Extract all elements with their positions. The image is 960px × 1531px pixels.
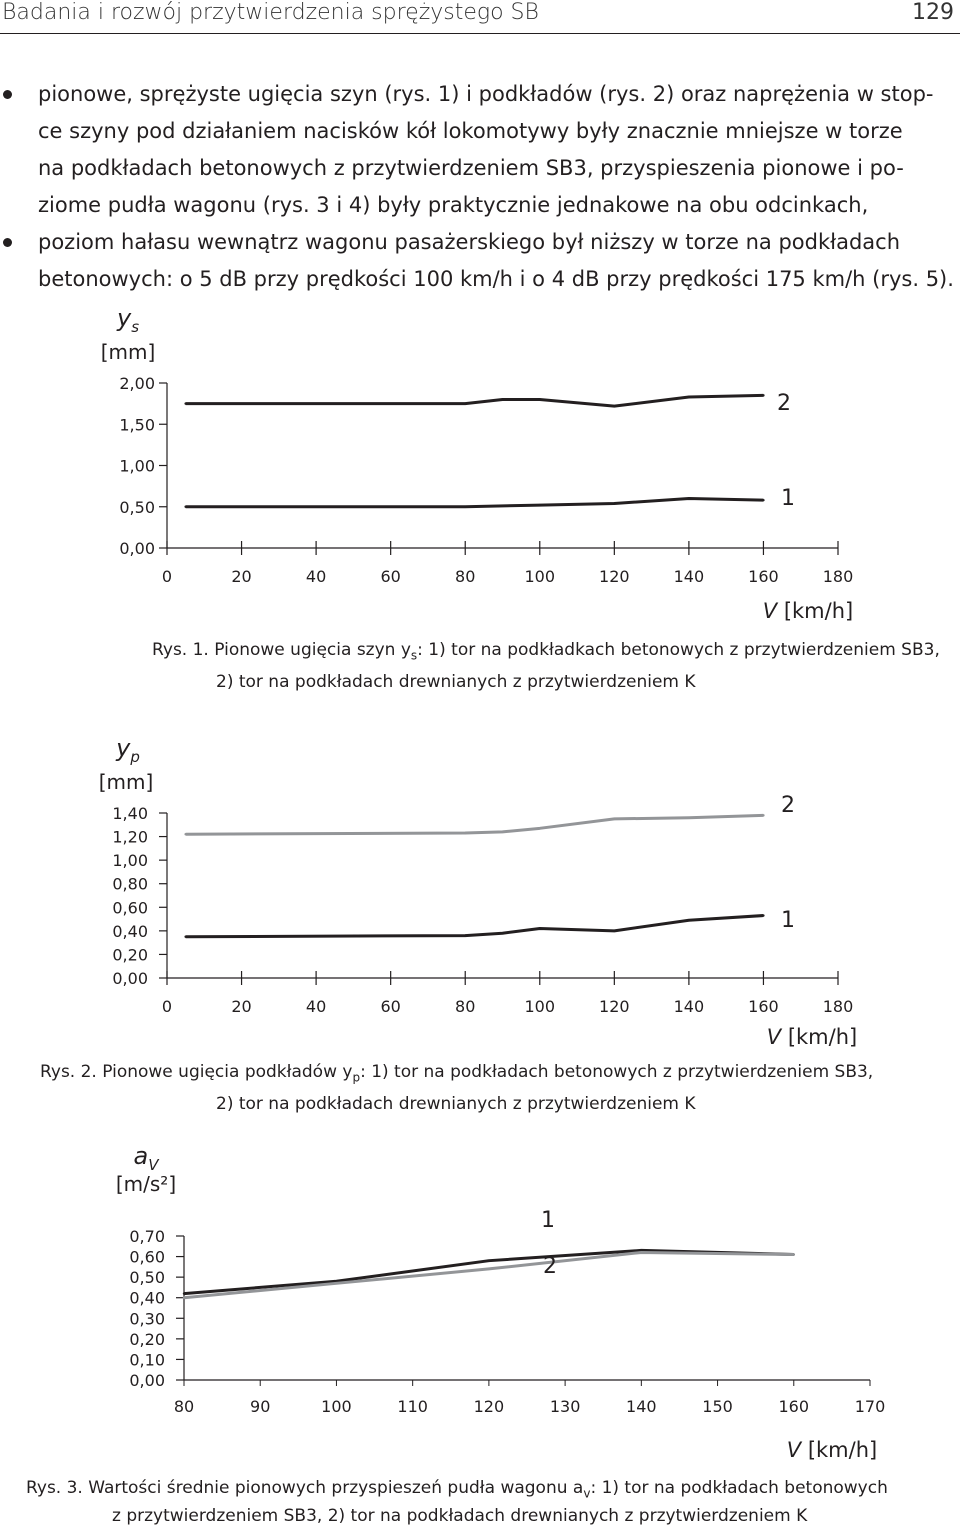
x-tick-label: 60 xyxy=(380,997,401,1016)
y-axis-unit: [m/s²] xyxy=(115,1172,177,1196)
x-tick-label: 20 xyxy=(231,997,252,1016)
x-axis-symbol: V xyxy=(766,1025,788,1049)
data-point xyxy=(183,1292,185,1294)
data-point xyxy=(613,818,615,820)
data-point xyxy=(688,919,690,921)
data-point xyxy=(539,398,541,400)
y-axis-unit: [mm] xyxy=(98,770,154,794)
figure-2 xyxy=(0,730,960,1050)
x-tick-label: 130 xyxy=(549,1397,581,1416)
y-axis-symbol: $y_p$ xyxy=(116,734,140,766)
x-tick-label: 0 xyxy=(161,997,173,1016)
data-point xyxy=(335,1282,337,1284)
x-tick-label: 40 xyxy=(305,567,327,586)
data-point xyxy=(793,1253,795,1255)
y-tick-label: 0,00 xyxy=(119,539,155,558)
x-tick-label: 170 xyxy=(854,1397,886,1416)
data-point xyxy=(688,817,690,819)
y-tick-label: 0,00 xyxy=(112,969,148,988)
y-tick-label: 0,40 xyxy=(129,1288,165,1308)
x-tick-label: 20 xyxy=(231,567,252,586)
bullet-item-1 xyxy=(0,76,958,224)
x-tick-label: 160 xyxy=(748,997,779,1016)
x-tick-label: 140 xyxy=(673,567,705,586)
caption-line: 2) tor na podkładach drewnianych z przytwierdzeniem K xyxy=(216,672,696,692)
text-line: poziom hałasu wewnątrz wagonu pasażerskiego był niższy w torze na podkładach xyxy=(38,230,901,254)
y-tick-label: 0,20 xyxy=(112,945,148,965)
data-point xyxy=(488,1268,490,1270)
y-tick-label: 0,00 xyxy=(129,1371,165,1390)
x-tick-label: 100 xyxy=(524,567,556,586)
data-point xyxy=(539,827,541,829)
caption-line: Rys. 2. Pionowe ugięcia podkładów $y_p$: 1) tor na podkładach betonowych z przytwierdzeniem SB3, xyxy=(40,1062,874,1085)
x-tick-label: 110 xyxy=(397,1397,428,1416)
x-axis-symbol: V xyxy=(762,599,784,623)
data-point xyxy=(184,936,186,938)
figure-3 xyxy=(0,1135,960,1470)
y-tick-label: 0,60 xyxy=(129,1247,165,1267)
figure-1 xyxy=(0,300,960,630)
y-tick-label: 1,20 xyxy=(112,827,148,847)
x-tick-label: 40 xyxy=(305,997,327,1016)
page-number: 129 xyxy=(912,0,954,25)
x-tick-label: 80 xyxy=(455,997,476,1016)
x-tick-label: 120 xyxy=(599,997,630,1016)
data-point xyxy=(501,831,503,833)
series-line-2 xyxy=(186,815,764,834)
data-point xyxy=(640,1251,642,1253)
y-tick-label: 0,20 xyxy=(129,1329,165,1349)
x-tick-label: 80 xyxy=(173,1397,195,1416)
y-tick-label: 0,30 xyxy=(129,1309,165,1329)
y-axis-subscript: s xyxy=(131,318,140,336)
x-tick-label: 180 xyxy=(822,997,854,1016)
x-tick-label: 80 xyxy=(455,567,476,586)
y-tick-label: 1,00 xyxy=(112,851,148,871)
data-point xyxy=(688,497,690,499)
y-tick-label: 0,70 xyxy=(129,1227,165,1246)
data-point xyxy=(184,402,186,404)
x-tick-label: 90 xyxy=(250,1397,271,1416)
data-point xyxy=(464,402,466,404)
x-tick-label: 150 xyxy=(702,1397,733,1416)
data-point xyxy=(688,396,690,398)
x-axis-label xyxy=(787,1438,877,1462)
series-line-2 xyxy=(186,395,764,406)
y-axis-subscript: V xyxy=(148,1156,159,1174)
data-point xyxy=(613,930,615,932)
page-header xyxy=(0,0,960,34)
x-axis-label xyxy=(763,599,853,623)
y-tick-label: 1,00 xyxy=(119,456,155,476)
data-point xyxy=(488,1259,490,1261)
figure-3-chart xyxy=(0,1135,960,1470)
y-tick-label: 0,40 xyxy=(112,921,148,941)
figure-1-caption xyxy=(0,636,960,700)
caption-line: z przytwierdzeniem SB3, 2) tor na podkładach drewnianych z przytwierdzeniem K xyxy=(112,1506,808,1526)
bullet-list xyxy=(0,76,958,298)
data-point xyxy=(501,932,503,934)
x-tick-label: 120 xyxy=(599,567,630,586)
series-label-2: 2 xyxy=(781,793,795,818)
y-tick-label: 0,50 xyxy=(129,1268,165,1288)
series-label-2: 2 xyxy=(777,391,791,416)
y-axis-symbol: $y_s$ xyxy=(116,304,140,336)
series-label-2: 2 xyxy=(543,1254,557,1279)
series-line-1 xyxy=(186,916,764,937)
x-tick-label: 0 xyxy=(161,567,173,586)
text-line: ziome pudła wagonu (rys. 3 i 4) były praktycznie jednakowe na obu odcinkach, xyxy=(38,193,869,217)
x-tick-label: 100 xyxy=(524,997,556,1016)
figure-1-chart xyxy=(0,300,960,630)
data-point xyxy=(539,927,541,929)
series-label-1: 1 xyxy=(541,1208,555,1233)
series-label-1: 1 xyxy=(781,486,795,511)
y-axis-symbol: $a_V$ xyxy=(133,1142,159,1174)
text-line: betonowych: o 5 dB przy prędkości 100 km/h i o 4 dB przy prędkości 175 km/h (rys. 5). xyxy=(38,267,954,291)
x-axis-symbol: V xyxy=(786,1438,808,1462)
x-tick-label: 160 xyxy=(778,1397,810,1416)
x-axis-unit: [km/h] xyxy=(783,599,854,623)
y-tick-label: 1,50 xyxy=(119,415,155,435)
caption-line: Rys. 1. Pionowe ugięcia szyn $y_s$: 1) tor na podkładkach betonowych z przytwierdzeniem SB3, xyxy=(152,640,940,663)
text-line: ce szyny pod działaniem nacisków kół lokomotywy były znacznie mniejsze w torze xyxy=(38,119,903,143)
bullet-item-2 xyxy=(0,224,958,298)
caption-line: Rys. 3. Wartości średnie pionowych przyspieszeń pudła wagonu $a_v$: 1) tor na podkładach betonowych xyxy=(26,1478,888,1501)
figure-2-caption xyxy=(0,1058,960,1122)
y-tick-label: 1,40 xyxy=(112,804,148,823)
figure-3-caption xyxy=(0,1474,960,1531)
data-point xyxy=(464,506,466,508)
data-point xyxy=(184,506,186,508)
series-line-1 xyxy=(186,499,764,507)
series-line-1 xyxy=(184,1250,794,1293)
x-tick-label: 100 xyxy=(321,1397,352,1416)
series-label-1: 1 xyxy=(781,908,795,933)
y-tick-label: 0,50 xyxy=(119,497,155,517)
x-axis-label xyxy=(767,1025,857,1049)
data-point xyxy=(183,1297,185,1299)
y-tick-label: 0,60 xyxy=(112,898,148,918)
data-point xyxy=(501,398,503,400)
x-tick-label: 140 xyxy=(673,997,705,1016)
data-point xyxy=(464,832,466,834)
x-tick-label: 120 xyxy=(473,1397,505,1416)
y-axis-unit: [mm] xyxy=(100,340,156,364)
data-point xyxy=(613,405,615,407)
x-tick-label: 180 xyxy=(822,567,854,586)
x-axis-unit: [km/h] xyxy=(807,1438,878,1462)
data-point xyxy=(539,504,541,506)
data-point xyxy=(184,833,186,835)
data-point xyxy=(762,499,764,501)
bullet-dot xyxy=(3,238,12,247)
data-point xyxy=(464,934,466,936)
running-title: Badania i rozwój przytwierdzenia sprężystego SB xyxy=(2,0,539,25)
data-point xyxy=(613,502,615,504)
y-tick-label: 2,00 xyxy=(119,374,155,393)
x-tick-label: 140 xyxy=(626,1397,657,1416)
data-point xyxy=(762,394,764,396)
text-line: pionowe, sprężyste ugięcia szyn (rys. 1) i podkładów (rys. 2) oraz naprężenia w stop- xyxy=(38,82,934,106)
y-tick-label: 0,80 xyxy=(112,874,148,894)
x-tick-label: 60 xyxy=(380,567,401,586)
data-point xyxy=(762,914,764,916)
text-line: na podkładach betonowych z przytwierdzeniem SB3, przyspieszenia pionowe i po- xyxy=(38,156,904,180)
y-axis-subscript: p xyxy=(130,748,140,766)
y-tick-label: 0,10 xyxy=(129,1350,165,1370)
bullet-dot xyxy=(3,90,12,99)
x-axis-unit: [km/h] xyxy=(787,1025,858,1049)
caption-line: 2) tor na podkładach drewnianych z przytwierdzeniem K xyxy=(216,1094,696,1114)
figure-2-chart xyxy=(0,730,960,1050)
header-rule xyxy=(0,33,960,34)
x-tick-label: 160 xyxy=(748,567,779,586)
data-point xyxy=(762,814,764,816)
